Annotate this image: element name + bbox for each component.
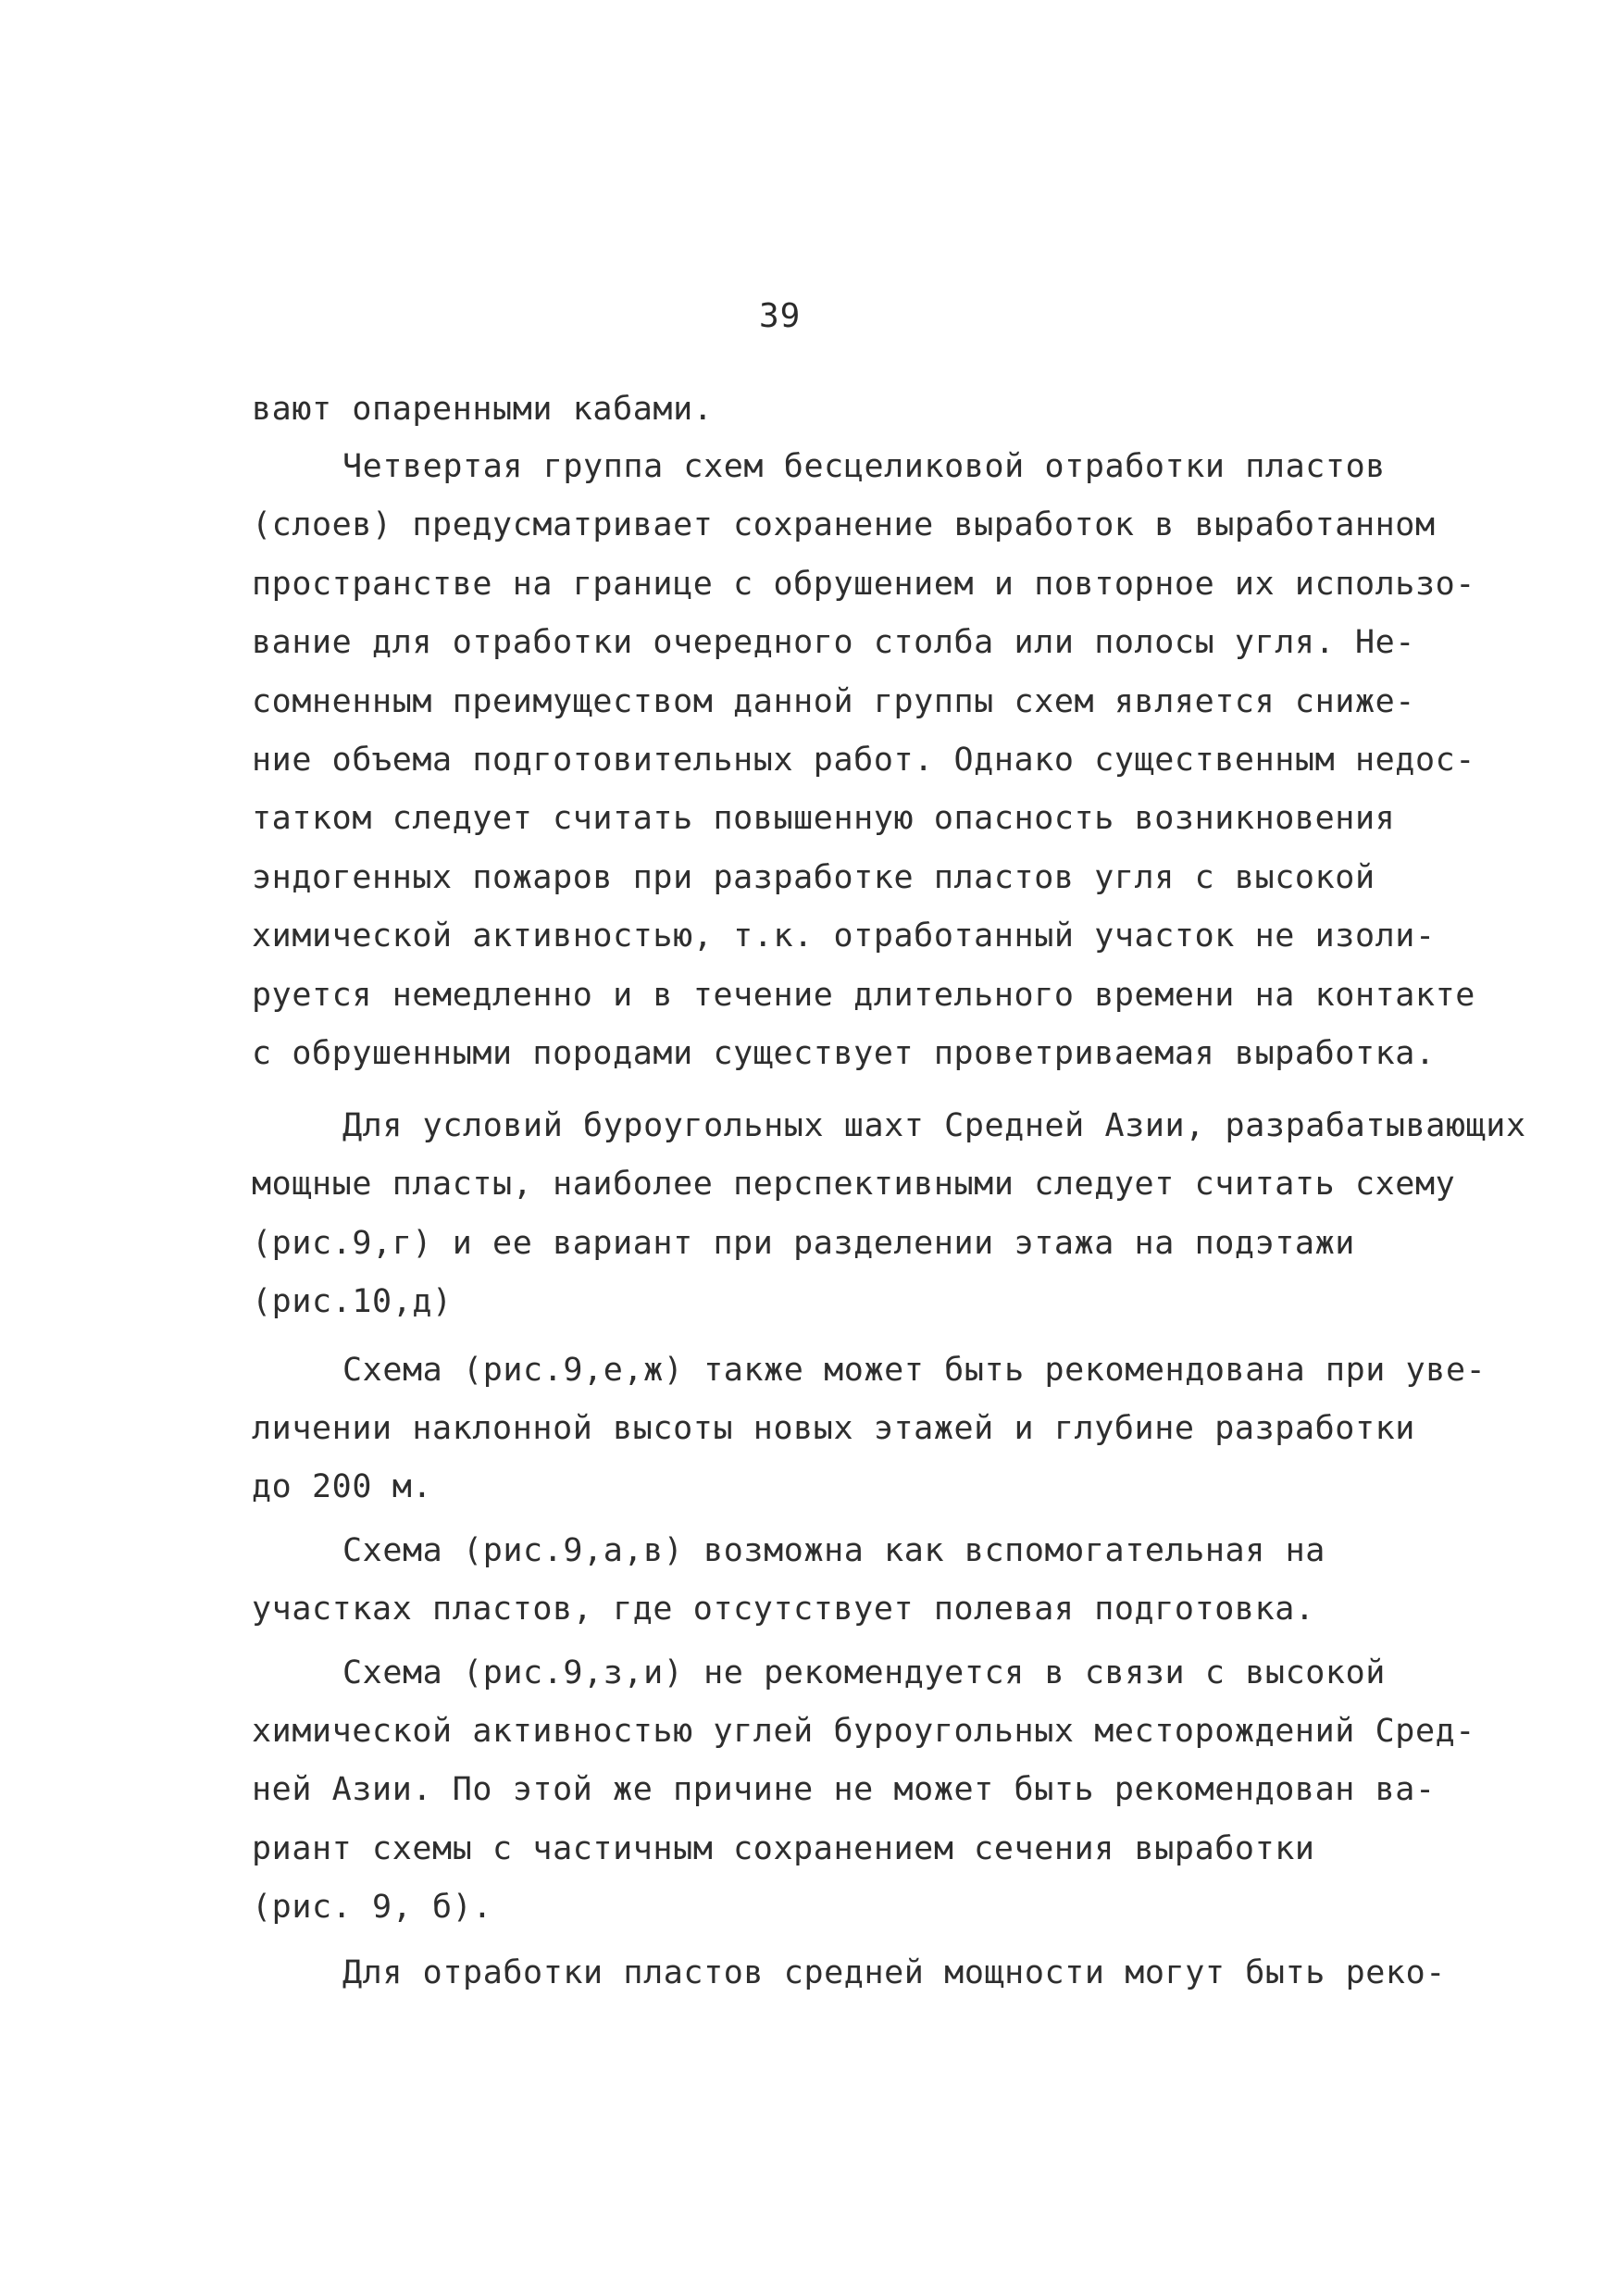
text-line: вают опаренными кабами.: [252, 391, 714, 428]
text-line: Схема (рис.9,а,в) возможна как вспомогательная на: [342, 1532, 1326, 1569]
text-line: ней Азии. По этой же причине не может быть рекомендован ва-: [252, 1771, 1436, 1808]
text-line: Для условий буроугольных шахт Средней Азии, разрабатывающих: [342, 1107, 1526, 1144]
page-number: 39: [759, 297, 802, 335]
text-line: татком следует считать повышенную опасность возникновения: [252, 800, 1396, 837]
text-line: сомненным преимуществом данной группы схем является сниже-: [252, 683, 1415, 720]
text-line: Схема (рис.9,з,и) не рекомендуется в связи с высокой: [342, 1654, 1386, 1691]
text-line: ние объема подготовительных работ. Однако существенным недос-: [252, 742, 1475, 779]
text-line: (рис. 9, б).: [252, 1889, 493, 1926]
text-line: риант схемы с частичным сохранением сечения выработки: [252, 1830, 1315, 1867]
text-line: (рис.10,д): [252, 1283, 453, 1320]
text-line: Схема (рис.9,е,ж) также может быть рекомендована при уве-: [342, 1352, 1487, 1389]
text-line: личении наклонной высоты новых этажей и глубине разработки: [252, 1410, 1415, 1447]
text-line: (рис.9,г) и ее вариант при разделении этажа на подэтажи: [252, 1225, 1355, 1262]
text-line: руется немедленно и в течение длительного времени на контакте: [252, 977, 1475, 1014]
text-line: эндогенных пожаров при разработке пластов угля с высокой: [252, 859, 1375, 896]
text-line: пространстве на границе с обрушением и повторное их использо-: [252, 566, 1475, 603]
text-line: участках пластов, где отсутствует полевая подготовка.: [252, 1591, 1315, 1628]
text-line: до 200 м.: [252, 1468, 433, 1505]
text-line: химической активностью углей буроугольных месторождений Сред-: [252, 1713, 1475, 1750]
text-line: Четвертая группа схем бесцеликовой отработки пластов: [342, 448, 1386, 485]
text-line: с обрушенными породами существует проветриваемая выработка.: [252, 1035, 1436, 1072]
text-line: мощные пласты, наиболее перспективными следует считать схему: [252, 1166, 1456, 1203]
text-line: вание для отработки очередного столба или полосы угля. Не-: [252, 624, 1415, 661]
text-line: Для отработки пластов средней мощности могут быть реко-: [342, 1954, 1446, 1991]
text-line: (слоев) предусматривает сохранение выработок в выработанном: [252, 506, 1436, 543]
text-line: химической активностью, т.к. отработанный участок не изоли-: [252, 917, 1436, 955]
